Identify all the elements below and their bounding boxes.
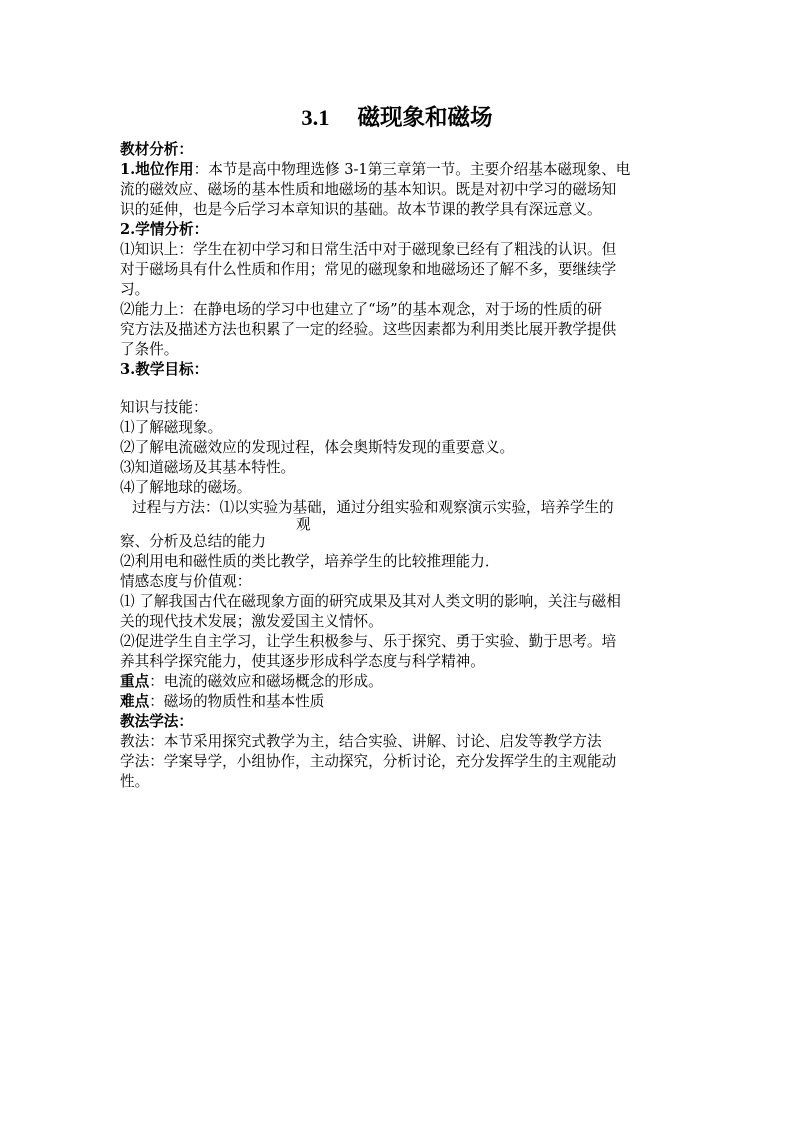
learners-line-6: 了条件。	[120, 341, 179, 358]
knowledge-item-4: ⑷了解地球的磁场。	[120, 479, 252, 496]
document-body	[120, 140, 680, 792]
position-text-1: ：本节是高中物理选修 3-1第三章第一节。主要介绍基本磁现象、电	[193, 161, 631, 178]
title-text: 磁现象和磁场	[357, 105, 493, 131]
key-point-line	[120, 672, 680, 692]
process-line	[120, 498, 680, 533]
spacer	[120, 380, 680, 398]
method-line-2: 学法：学案导学，小组协作，主动探究，分析讨论，充分发挥学生的主观能动	[120, 753, 617, 770]
difficulty-text: ：磁场的物质性和基本性质	[149, 693, 325, 710]
page-title	[0, 103, 794, 133]
emotion-line-2: 关的现代技术发展；激发爱国主义情怀。	[120, 613, 383, 630]
learners-heading: 2.学情分析：	[120, 221, 209, 238]
learners-line-4: ⑵能力上：在静电场的学习中也建立了“场”的基本观念，对于场的性质的研	[120, 301, 602, 318]
spacer-2	[120, 518, 680, 532]
process-text: 过程与方法：⑴以实验为基础，通过分组实验和观察演示实验，培养学生的	[132, 499, 614, 516]
knowledge-item-2: ⑵了解电流磁效应的发现过程，体会奥斯特发现的重要意义。	[120, 439, 515, 456]
materials-heading: 教材分析：	[120, 141, 193, 158]
goals-heading: 3.教学目标：	[120, 361, 209, 378]
emotion-line-3: ⑵促进学生自主学习，让学生积极参与、乐于探究、勇于实验、勤于思考。培	[120, 633, 617, 650]
process-item-2: ⑵利用电和磁性质的类比教学，培养学生的比较推理能力．	[120, 553, 500, 570]
learners-line-1: ⑴知识上：学生在初中学习和日常生活中对于磁现象已经有了粗浅的认识。但	[120, 241, 617, 258]
key-text: ：电流的磁效应和磁场概念的形成。	[149, 673, 383, 690]
difficulty-label: 难点	[120, 693, 150, 710]
knowledge-item-3: ⑶知道磁场及其基本特性。	[120, 459, 296, 476]
key-label: 重点	[120, 673, 150, 690]
knowledge-heading: 知识与技能：	[120, 399, 208, 416]
position-label: 1.地位作用	[120, 161, 194, 178]
emotion-heading: 情感态度与价值观：	[120, 573, 252, 590]
learners-line-3: 习。	[120, 281, 150, 298]
process-obs-char: 观	[296, 516, 311, 533]
position-line-1	[120, 160, 680, 180]
emotion-line-4: 养其科学探究能力，使其逐步形成科学态度与科学精神。	[120, 653, 485, 670]
method-line-3: 性。	[120, 773, 150, 790]
method-heading: 教法学法：	[120, 713, 193, 730]
emotion-line-1: ⑴ 了解我国古代在磁现象方面的研究成果及其对人类文明的影响，关注与磁相	[120, 593, 621, 610]
learners-line-2: 对于磁场具有什么性质和作用；常见的磁现象和地磁场还了解不多，要继续学	[120, 261, 617, 278]
position-line-2: 流的磁效应、磁场的基本性质和地磁场的基本知识。既是对初中学习的磁场知	[120, 181, 617, 198]
learners-line-5: 究方法及描述方法也积累了一定的经验。这些因素都为利用类比展开教学提供	[120, 321, 617, 338]
difficulty-line	[120, 692, 680, 712]
title-number: 3.1	[301, 105, 330, 130]
position-line-3: 识的延伸，也是今后学习本章知识的基础。故本节课的教学具有深远意义。	[120, 201, 602, 218]
knowledge-item-1: ⑴了解磁现象。	[120, 419, 223, 436]
process-line-2: 察、分析及总结的能力	[120, 533, 266, 550]
method-line-1: 教法：本节采用探究式教学为主，结合实验、讲解、讨论、启发等教学方法	[120, 733, 602, 750]
